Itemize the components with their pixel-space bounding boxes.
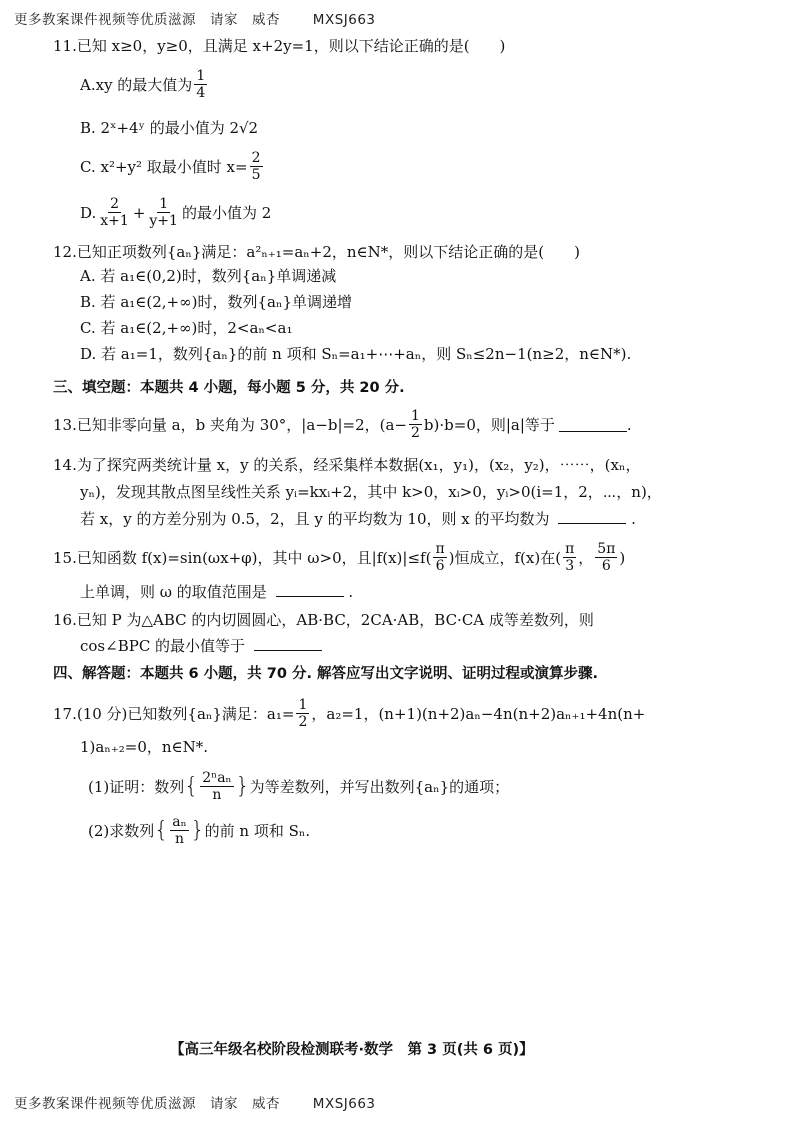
frac-num: 2ⁿaₙ [202,770,232,786]
q11-option-b: B. 2ˣ+4ʸ 的最小值为 2√2 [80,119,259,137]
q17-part-2: (2)求数列 { $\frac{\text{aₙ}}{n}$ } 的前 n 项和 Sₙ. [88,814,311,847]
frac-num: 2 [110,196,119,212]
q15-fraction-1 [433,541,446,574]
q15-line-2 [80,582,353,602]
watermark-text: 更多教案课件视频等优质滋源 请家 威杏 [14,12,280,28]
q15-close: ) [619,548,626,567]
q12-stem: 12.已知正项数列{aₙ}满足：a²ₙ₊₁=aₙ+2，n∈N*，则以下结论正确的是( ) [53,243,580,261]
frac-den: 3 [565,558,575,574]
frac-num: 1 [196,68,206,84]
section-3-heading: 三、填空题：本题共 4 小题，每小题 5 分，共 20 分. [53,380,405,396]
q12-option-d: D. 若 a₁=1，数列{aₙ}的前 n 项和 Sₙ=a₁+⋯+aₙ，则 Sₙ≤2n−1(n≥2，n∈N*). [80,345,632,363]
q17-part-2-fraction [170,814,188,847]
frac-num: 1 [159,196,169,212]
q14-end: . [631,510,636,528]
section-4-heading: 四、解答题：本题共 6 小题，共 70 分. 解答应写出文字说明、证明过程或演算步骤. [53,666,599,682]
q11-option-a [80,68,209,101]
q15-mid: )恒成立，f(x)在( [448,548,562,567]
q17-line-1-post: ，a₂=1，(n+1)(n+2)aₙ−4n(n+2)aₙ₊₁+4n(n+ [311,704,646,723]
q15-comma: ， [578,548,594,567]
q16-line-1: 16.已知 P 为△ABC 的内切圆圆心，AB·BC，2CA·AB，BC·CA 成等差数列，则 [53,611,594,629]
q12-option-a: A. 若 a₁∈(0,2)时，数列{aₙ}单调递减 [80,267,337,285]
q11-stem: 11.已知 x≥0，y≥0，且满足 x+2y=1，则以下结论正确的是( ) [53,37,506,55]
q13-answer-blank[interactable] [559,417,627,432]
q15-end: . [348,583,354,601]
watermark-bottom [14,1092,376,1112]
q15-fraction-2 [563,541,576,574]
q15-line-2-text: 上单调，则 ω 的取值范围是 [80,583,267,601]
frac-den: 6 [601,558,611,574]
q17-part-1-fraction [200,770,233,803]
q13-end: . [626,415,632,434]
q17-line-1-pre: 17.(10 分)已知数列{aₙ}满足：a₁= [53,704,295,723]
q17-part-1-pre: (1)证明：数列 [88,777,185,796]
q11-a-text: xy 的最大值为 [95,75,193,94]
frac-den: y+1 [149,213,178,229]
q14-line-3-text: 若 x，y 的方差分别为 0.5，2，且 y 的平均数为 10，则 x 的平均数为 [80,510,550,528]
q13-fraction [409,408,422,441]
frac-den: n [174,831,184,847]
frac-num: 1 [411,408,420,424]
frac-num: π [435,541,445,557]
q17-part-2-post: 的前 n 项和 Sₙ. [204,821,311,840]
frac-num: aₙ [172,814,187,830]
q14-answer-blank[interactable] [558,509,626,524]
q11-option-d: D. $\frac{2}{x+1}$ + $\frac{1}{y+1}$ 的最小值为 2 [80,196,272,229]
q11-a-prefix: A. [80,75,96,94]
watermark-code: MXSJ663 [312,12,376,28]
q11-d-text: 的最小值为 2 [181,203,272,222]
page-footer: 【高三年级名校阶段检测联考·数学 第 3 页(共 6 页)】 [170,1042,534,1058]
frac-den: 4 [196,85,206,101]
q11-c-fraction [250,150,263,183]
frac-num: 1 [298,697,308,713]
q11-d-fraction-1 [98,196,131,229]
q11-d-fraction-2 [147,196,180,229]
q17-part-1-post: 为等差数列，并写出数列{aₙ}的通项； [249,777,510,796]
q15-fraction-3 [595,541,617,574]
frac-den: 6 [435,558,445,574]
q11-a-fraction [194,68,207,101]
q13-pre: 13.已知非零向量 a，b 夹角为 30°，|a−b|=2，(a− [53,415,407,434]
q17-fraction [296,697,309,730]
q17-line-1 [53,697,645,730]
q12-option-c: C. 若 a₁∈(2,+∞)时，2<aₙ<a₁ [80,319,293,337]
q14-line-3 [80,509,636,529]
q17-part-2-pre: (2)求数列 [88,821,155,840]
q13-mid: b)·b=0，则|a|等于 [423,415,555,434]
q17-part-1: (1)证明：数列 { $\frac{\text{2ⁿaₙ}}{n}$ } 为等差数列，并写出数列{aₙ}的通项； [88,770,510,803]
frac-num: 5π [597,541,616,557]
frac-den: 5 [251,167,261,183]
frac-num: π [565,541,575,557]
watermark-text: 更多教案课件视频等优质滋源 请家 威杏 [14,1096,280,1112]
q12-option-b: B. 若 a₁∈(2,+∞)时，数列{aₙ}单调递增 [80,293,352,311]
frac-num: 2 [251,150,261,166]
frac-den: x+1 [100,213,129,229]
q15-line-1 [53,541,625,574]
q15-answer-blank[interactable] [276,582,344,597]
frac-den: n [212,787,222,803]
q16-answer-blank[interactable] [254,636,322,651]
q11-option-c [80,150,265,183]
q15-pre: 15.已知函数 f(x)=sin(ωx+φ)，其中 ω>0，且|f(x)|≤f( [53,548,432,567]
q16-line-2-text: cos∠BPC 的最小值等于 [80,637,246,655]
frac-den: 2 [298,714,308,730]
q17-line-2: 1)aₙ₊₂=0，n∈N*. [80,738,209,756]
q16-line-2 [80,636,322,656]
watermark-code: MXSJ663 [312,1096,376,1112]
q13 [53,408,632,441]
q11-c-text: C. x²+y² 取最小值时 x= [80,157,248,176]
watermark-top [14,8,376,28]
q14-line-1: 14.为了探究两类统计量 x，y 的关系，经采集样本数据(x₁，y₁)，(x₂，y₂)，⋯⋯，(xₙ， [53,456,641,474]
frac-den: 2 [411,425,420,441]
q14-line-2: yₙ)，发现其散点图呈线性关系 yᵢ=kxᵢ+2，其中 k>0，xᵢ>0，yᵢ>0(i=1，2，⋯，n)， [80,483,662,501]
